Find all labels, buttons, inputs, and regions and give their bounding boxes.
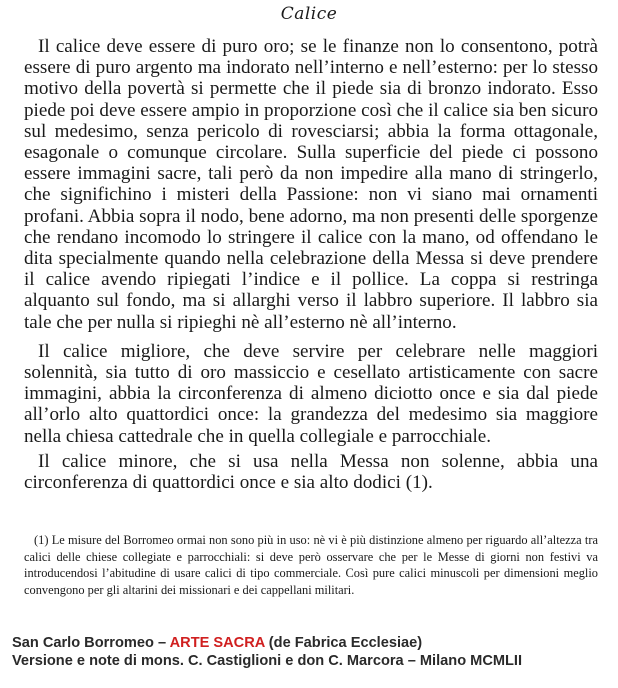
footnote: (1) Le misure del Borromeo ormai non sono più in uso: nè vi è più distinzione almeno per riguardo all’altezza tra calici delle chiese collegiate e parrocchiali: si deve però osservare che per le Messe di giorni non festivi va introducendosi l’abitudine di usare calici di tipo commerciale. Così pure calici minuscoli per dimensioni meglio convengono per gli altarini dei missionari e dei cappellani militari. (24, 533, 598, 597)
credit-work-title: ARTE SACRA (169, 635, 265, 651)
source-credit (12, 634, 612, 670)
paragraph-chalice-description: Il calice deve essere di puro oro; se le finanze non lo consentono, potrà essere di puro argento ma indorato nell’interno e nell’esterno: per lo stesso motivo della povertà si permette che il piede sia di bronzo indorato. Esso piede poi deve essere ampio in proporzione così che il calice sia ben sicuro sul medesimo, senza pericolo di rovesciarsi; abbia la forma ottagonale, esagonale o comunque circolare. Sulla superficie del piede ci possono essere immagini sacre, tali però da non impedire alla mano di stringerlo, che significhino i misteri della Passione: non vi siano mai ornamenti profani. Abbia sopra il nodo, bene adorno, ma non presenti delle sporgenze che rendano incomodo lo stringere il calice con la mano, od offendano le dita specialmente quando nella celebrazione della Messa si deve prendere il calice avendo ripiegati l’indice e il pollice. La coppa si restringa alquanto sul fondo, ma si allarghi verso il labbro superiore. Il labbro sia tale che per nulla si ripieghi nè all’esterno nè all’interno. (24, 36, 598, 333)
paragraph-minor-chalice: Il calice minore, che si usa nella Messa non solenne, abbia una circonferenza di quattordici once e sia alto dodici (1). (24, 450, 598, 494)
page-title: Calice (280, 4, 338, 24)
paragraph-major-chalice: Il calice migliore, che deve servire per celebrare nelle maggiori solennità, sia tutto di oro massiccio e cesellato artisticamente con sacre immagini, abbia la circonferenza di almeno diciotto once e sia dal piede all’orlo alto quattordici once: la grandezza del medesimo sia maggiore nella chiesa cattedrale che in quella collegiale e parrocchiale. (24, 340, 598, 447)
credit-subtitle: (de Fabrica Ecclesiae) (264, 635, 423, 651)
body-text (24, 36, 598, 493)
credit-author: San Carlo Borromeo – (12, 635, 170, 651)
credit-line-2: Versione e note di mons. C. Castiglioni e don C. Marcora – Milano MCMLII (12, 653, 523, 669)
credit-line-1 (12, 634, 612, 652)
